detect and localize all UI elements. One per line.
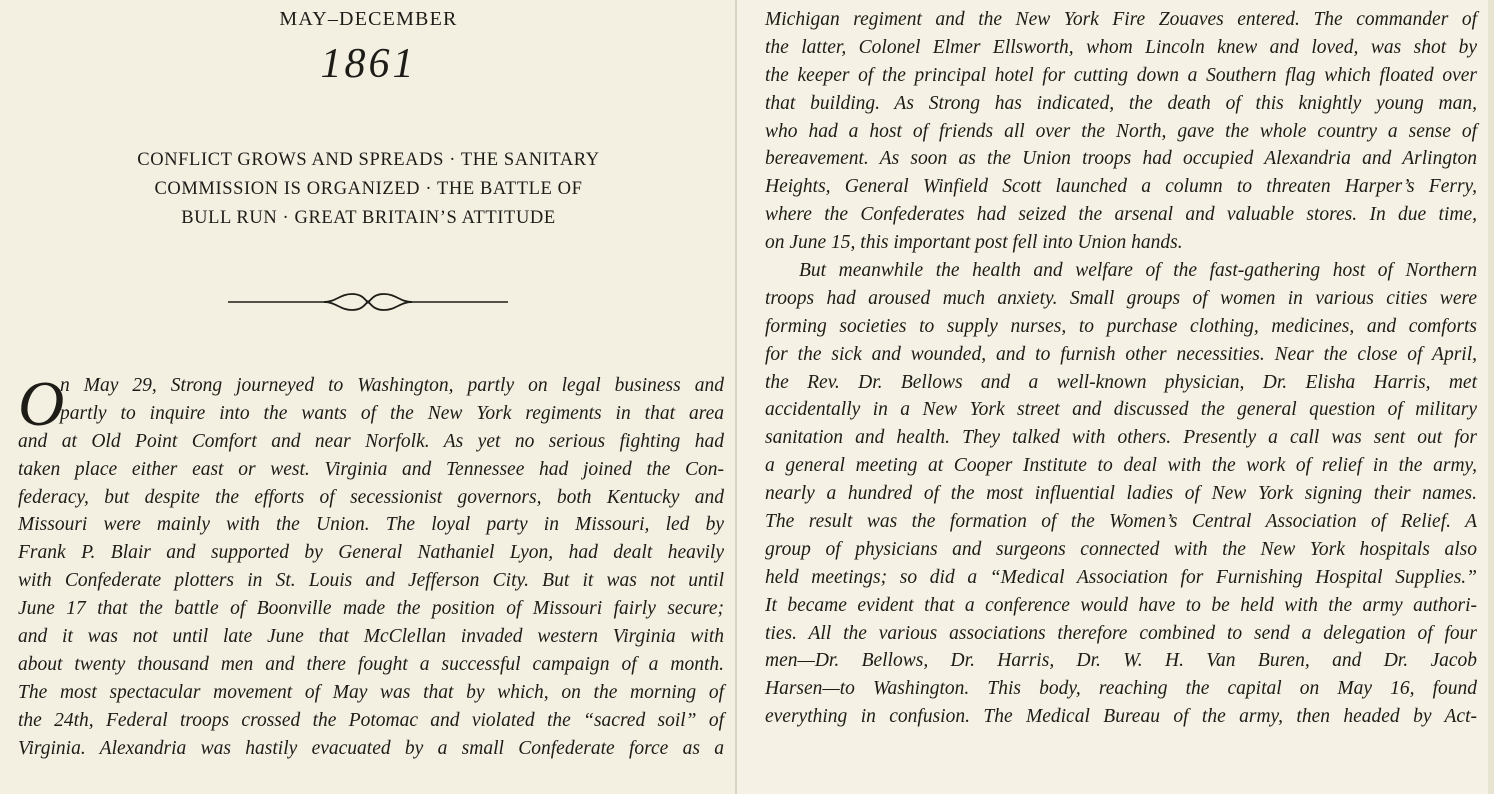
right-column-text (765, 6, 1477, 731)
text-line: men—Dr. Bellows, Dr. Harris, Dr. W. H. Van Buren, and Dr. Jacob (765, 650, 1477, 672)
text-line: The most spectacular movement of May was that by which, on the morning of (18, 681, 724, 703)
chapter-title-line: BULL RUN · GREAT BRITAIN’S ATTITUDE (181, 208, 556, 228)
text-line: n May 29, Strong journeyed to Washington, partly on legal business and (60, 375, 724, 396)
text-line: and it was not until late June that McClellan invaded western Virginia with (18, 626, 724, 648)
text-line: where the Confederates had seized the arsenal and valuable stores. In due time, (765, 204, 1477, 226)
page-edge (1488, 0, 1494, 794)
text-line: sanitation and health. They talked with others. Presently a call was sent out for (765, 427, 1477, 449)
text-line: federacy, but despite the efforts of secessionist governors, both Kentucky and (18, 486, 724, 508)
text-line: But meanwhile the health and welfare of the fast-gathering host of Northern (799, 260, 1477, 282)
text-line: the keeper of the principal hotel for cutting down a Southern flag which floated over (765, 64, 1477, 86)
text-line: Missouri were mainly with the Union. The loyal party in Missouri, led by (18, 514, 724, 536)
text-line: Frank P. Blair and supported by General Nathaniel Lyon, had dealt heavily (18, 542, 724, 564)
page-gutter (735, 0, 737, 794)
text-line: Michigan regiment and the New York Fire Zouaves entered. The commander of (765, 9, 1477, 30)
text-line: for the sick and wounded, and to furnish other necessities. Near the close of April, (765, 343, 1477, 365)
text-line: partly to inquire into the wants of the New York regiments in that area (60, 402, 724, 424)
text-line: the Rev. Dr. Bellows and a well-known physician, Dr. Elisha Harris, met (765, 371, 1477, 393)
text-line: troops had aroused much anxiety. Small groups of women in various cities were (765, 287, 1477, 309)
text-line: The result was the formation of the Women’s Central Association of Relief. A (765, 511, 1477, 533)
left-column-text (18, 372, 724, 762)
text-line: everything in confusion. The Medical Bureau of the army, then headed by Act- (765, 706, 1477, 728)
running-head: MAY–DECEMBER (279, 8, 458, 30)
text-line: about twenty thousand men and there fought a successful campaign of a month. (18, 653, 724, 675)
ornamental-rule-icon (228, 290, 508, 314)
text-line: who had a host of friends all over the North, gave the whole country a sense of (765, 120, 1477, 142)
text-line: on June 15, this important post fell into Union hands. (765, 232, 1183, 254)
text-line: that building. As Strong has indicated, the death of this knightly young man, (765, 92, 1477, 114)
text-line: Heights, General Winfield Scott launched a column to threaten Harper’s Ferry, (765, 176, 1477, 198)
chapter-title-line: CONFLICT GROWS AND SPREADS · THE SANITARY (137, 150, 600, 170)
text-line: ties. All the various associations therefore combined to send a delegation of four (765, 622, 1477, 644)
text-line: held meetings; so did a “Medical Association for Furnishing Hospital Supplies.” (765, 566, 1477, 588)
text-line: with Confederate plotters in St. Louis and Jefferson City. But it was not until (18, 570, 724, 592)
text-line: It became evident that a conference would have to be held with the army authori- (765, 594, 1477, 616)
drop-cap-letter: O (18, 368, 65, 439)
text-line: Harsen—to Washington. This body, reaching the capital on May 16, found (765, 678, 1477, 700)
text-line: Virginia. Alexandria was hastily evacuated by a small Confederate force as a (18, 737, 724, 759)
text-line: forming societies to supply nurses, to purchase clothing, medicines, and comforts (765, 315, 1477, 337)
text-line: group of physicians and surgeons connected with the New York hospitals also (765, 538, 1477, 560)
text-line: accidentally in a New York street and discussed the general question of military (765, 399, 1477, 421)
chapter-title-line: COMMISSION IS ORGANIZED · THE BATTLE OF (154, 179, 583, 199)
text-line: and at Old Point Comfort and near Norfolk. As yet no serious fighting had (18, 430, 724, 452)
text-line: nearly a hundred of the most influential ladies of New York signing their names. (765, 483, 1477, 505)
chapter-year: 1861 (320, 41, 417, 87)
text-line: June 17 that the battle of Boonville made the position of Missouri fairly secure; (18, 598, 724, 620)
text-line: a general meeting at Cooper Institute to deal with the work of relief in the army, (765, 455, 1477, 477)
text-line: the 24th, Federal troops crossed the Potomac and violated the “sacred soil” of (18, 709, 724, 731)
chapter-title (60, 146, 677, 233)
text-line: the latter, Colonel Elmer Ellsworth, whom Lincoln knew and loved, was shot by (765, 36, 1477, 58)
text-line: bereavement. As soon as the Union troops had occupied Alexandria and Arlington (765, 148, 1477, 170)
text-line: taken place either east or west. Virginia and Tennessee had joined the Con- (18, 458, 724, 480)
